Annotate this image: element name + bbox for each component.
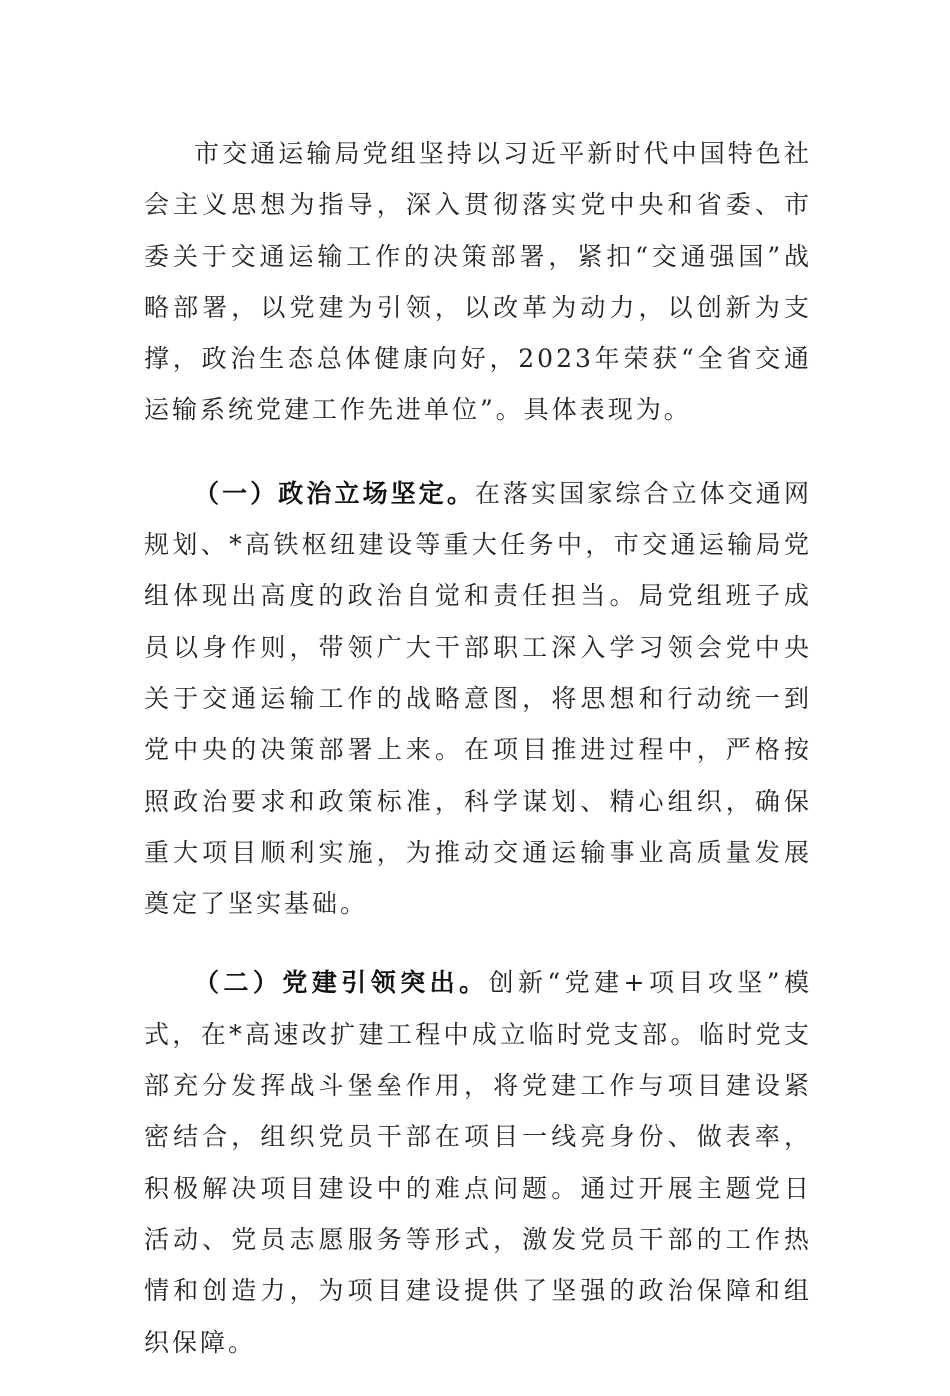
paragraph-political-stance-text: 在落实国家综合立体交通网规划、*高铁枢纽建设等重大任务中，市交通运输局党组体现出高度的政治自觉和责任担当。局党组班子成员以身作则，带领广大干部职工深入学习领会党中央关于交通运输工作的战略意图，将思想和行动统一到党中央的决策部署上来。在项目推进过程中，严格按照政治要求和政策标准，科学谋划、精心组织，确保重大项目顺利实施，为推动交通运输事业高质量发展奠定了坚实基础。 [144, 478, 812, 919]
paragraph-political-stance [144, 468, 812, 930]
section-heading-party-leadership: （二）党建引领突出。 [194, 968, 489, 998]
paragraph-party-leadership [144, 957, 812, 1367]
section-heading-political-stance: （一）政治立场坚定。 [194, 478, 475, 508]
paragraph-party-leadership-text: 创新“党建+项目攻坚”模式，在*高速改扩建工程中成立临时党支部。临时党支部充分发挥战斗堡垒作用，将党建工作与项目建设紧密结合，组织党员干部在项目一线亮身份、做表率，积极解决项目建设中的难点问题。通过开展主题党日活动、党员志愿服务等形式，激发党员干部的工作热情和创造力，为项目建设提供了坚强的政治保障和组织保障。 [144, 968, 812, 1357]
document-body [144, 128, 812, 1396]
paragraph-intro [144, 128, 812, 436]
paragraph-intro-text: 市交通运输局党组坚持以习近平新时代中国特色社会主义思想为指导，深入贯彻落实党中央和省委、市委关于交通运输工作的决策部署，紧扣“交通强国”战略部署，以党建为引领，以改革为动力，以创新为支撑，政治生态总体健康向好，2023年荣获“全省交通运输系统党建工作先进单位”。具体表现为。 [144, 139, 812, 425]
